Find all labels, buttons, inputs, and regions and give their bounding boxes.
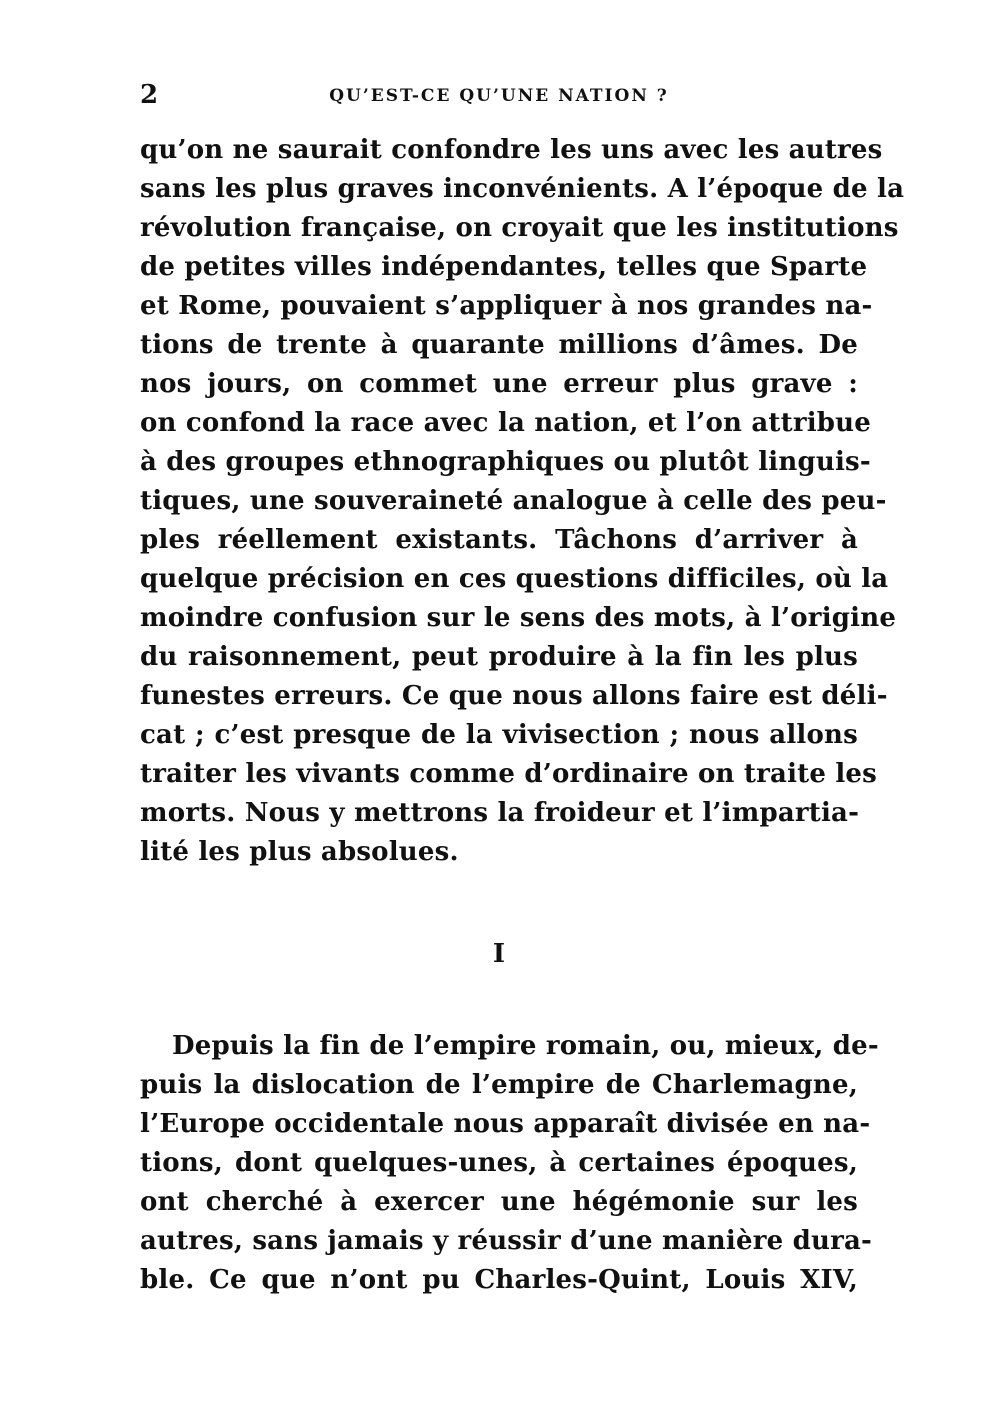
text-line: on confond la race avec la nation, et l’on attribue <box>140 408 872 438</box>
text-line: moindre confusion sur le sens des mots, à l’origine <box>140 603 897 633</box>
text-line: nos jours, on commet une erreur plus grave : <box>140 369 858 399</box>
text-line: puis la dislocation de l’empire de Charlemagne, <box>140 1070 858 1100</box>
text-line: quelque précision en ces questions difficiles, où la <box>140 564 889 594</box>
text-line: traiter les vivants comme d’ordinaire on traite les <box>140 759 878 789</box>
text-line: Depuis la fin de l’empire romain, ou, mieux, de- <box>172 1031 879 1061</box>
running-title: QU’EST-CE QU’UNE NATION ? <box>329 86 669 106</box>
text-line: autres, sans jamais y réussir d’une manière dura- <box>140 1226 873 1256</box>
text-line: ont cherché à exercer une hégémonie sur les <box>140 1187 858 1217</box>
text-line: de petites villes indépendantes, telles que Sparte <box>140 252 868 282</box>
section-heading-numeral: I <box>492 939 506 969</box>
text-line: sans les plus graves inconvénients. A l’époque de la <box>140 174 905 204</box>
text-line: qu’on ne saurait confondre les uns avec les autres <box>140 135 883 165</box>
text-line: du raisonnement, peut produire à la fin les plus <box>140 642 858 672</box>
text-line: l’Europe occidentale nous apparaît divisée en na- <box>140 1109 871 1139</box>
paragraph-continued <box>140 131 905 872</box>
text-line: funestes erreurs. Ce que nous allons faire est déli- <box>140 681 888 711</box>
text-line: ples réellement existants. Tâchons d’arriver à <box>140 525 858 555</box>
page-number: 2 <box>140 80 159 110</box>
text-line: tions, dont quelques-unes, à certaines époques, <box>140 1148 858 1178</box>
running-head <box>140 80 858 110</box>
text-line: ble. Ce que n’ont pu Charles-Quint, Louis XIV, <box>140 1265 858 1295</box>
text-line: et Rome, pouvaient s’appliquer à nos grandes na- <box>140 291 873 321</box>
text-line: tiques, une souveraineté analogue à celle des peu- <box>140 486 887 516</box>
text-line: à des groupes ethnographiques ou plutôt linguis- <box>140 447 871 477</box>
text-line: lité les plus absolues. <box>140 837 459 867</box>
text-line: tions de trente à quarante millions d’âmes. De <box>140 330 858 360</box>
text-line: cat ; c’est presque de la vivisection ; nous allons <box>140 720 858 750</box>
text-line: révolution française, on croyait que les institutions <box>140 213 899 243</box>
paragraph-section-one <box>140 1027 879 1300</box>
text-line: morts. Nous y mettrons la froideur et l’impartia- <box>140 798 860 828</box>
